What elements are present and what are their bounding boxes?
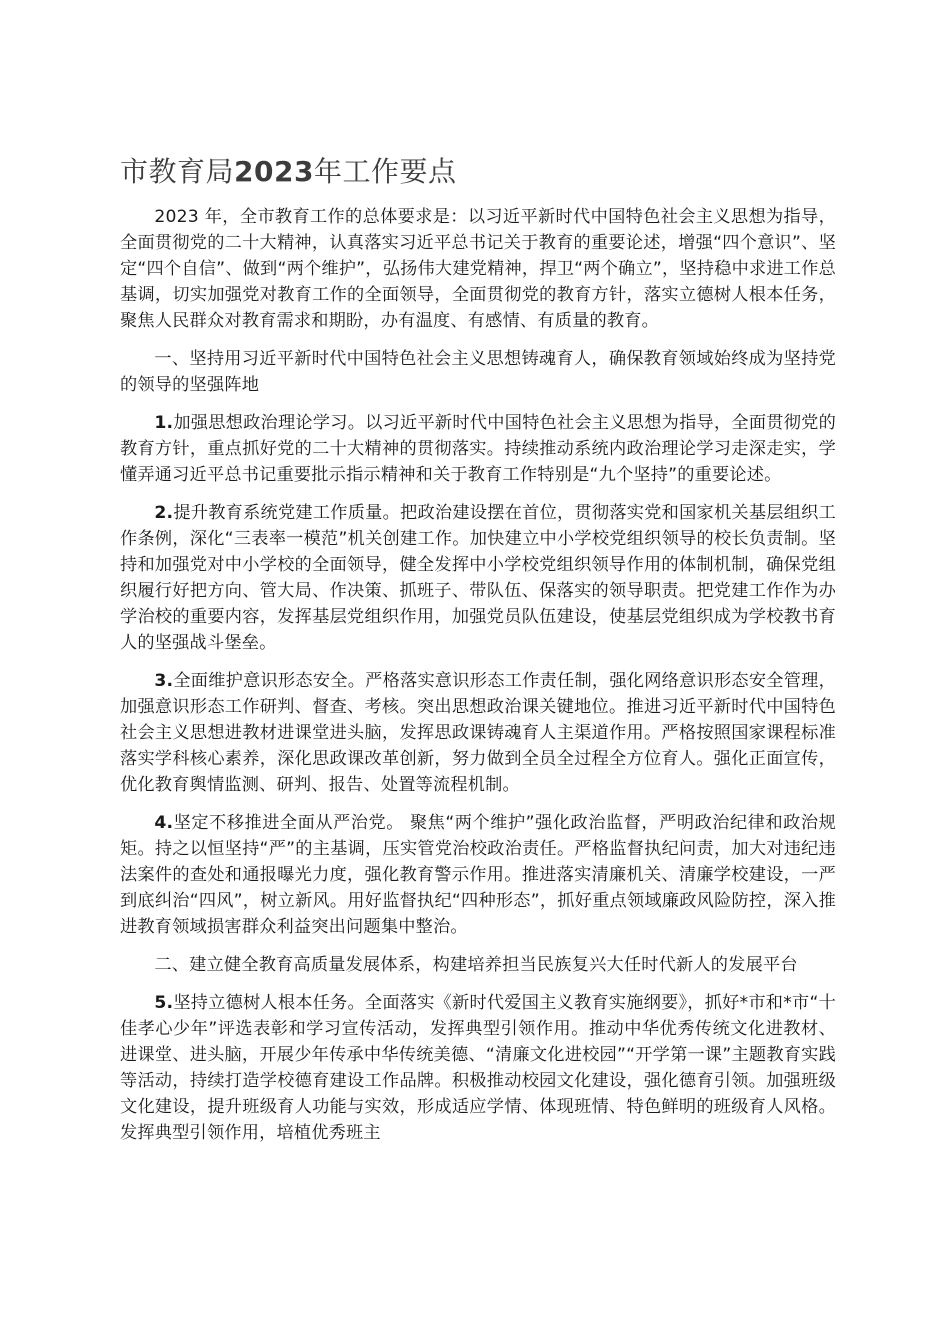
item-1-number: 1. [154,413,174,433]
item-4-paragraph [120,810,836,940]
item-4-text: 坚定不移推进全面从严治党。 聚焦“两个维护”强化政治监督，严明政治纪律和政治规矩。持之以恒坚持“严”的主基调，压实管党治校政治责任。严格监督执纪问责，加大对违纪违法案件的查处和通报曝光力度，强化教育警示作用。推进落实清廉机关、清廉学校建设，一严到底纠治“四风”，树立新风。用好监督执纪“四种形态”，抓好重点领域廉政风险防控，深入推进教育领域损害群众利益突出问题集中整治。 [120,813,836,937]
document-title [120,152,836,192]
title-year: 2023 [234,155,314,188]
item-1-text: 加强思想政治理论学习。以习近平新时代中国特色社会主义思想为指导，全面贯彻党的教育方针，重点抓好党的二十大精神的贯彻落实。持续推动系统内政治理论学习走深走实，学懂弄通习近平总书记重要批示指示精神和关于教育工作特别是“九个坚持”的重要论述。 [120,413,836,485]
item-2-paragraph [120,500,836,656]
item-4-number: 4. [154,813,174,833]
item-3-text: 全面维护意识形态安全。严格落实意识形态工作责任制，强化网络意识形态安全管理，加强意识形态工作研判、督查、考核。突出思想政治课关键地位。推进习近平新时代中国特色社会主义思想进教材进课堂进头脑，发挥思政课铸魂育人主渠道作用。严格按照国家课程标准落实学科核心素养，深化思政课改革创新，努力做到全员全过程全方位育人。强化正面宣传，优化教育舆情监测、研判、报告、处置等流程机制。 [120,671,836,795]
item-3-paragraph [120,668,836,798]
intro-paragraph: 2023 年，全市教育工作的总体要求是：以习近平新时代中国特色社会主义思想为指导，全面贯彻党的二十大精神，认真落实习近平总书记关于教育的重要论述，增强“四个意识”、坚定“四个自信”、做到“两个维护”，弘扬伟大建党精神，捍卫“两个确立”，坚持稳中求进工作总基调，切实加强党对教育工作的全面领导，全面贯彻党的教育方针，落实立德树人根本任务，聚焦人民群众对教育需求和期盼，办有温度、有感情、有质量的教育。 [120,207,836,331]
item-5-text: 坚持立德树人根本任务。全面落实《新时代爱国主义教育实施纲要》，抓好*市和*市“十佳孝心少年”评选表彰和学习宣传活动，发挥典型引领作用。推动中华优秀传统文化进教材、进课堂、进头脑，开展少年传承中华传统美德、“清廉文化进校园”“开学第一课”主题教育实践等活动，持续打造学校德育建设工作品牌。积极推动校园文化建设，强化德育引领。加强班级文化建设，提升班级育人功能与实效，形成适应学情、体现班情、特色鲜明的班级育人风格。发挥典型引领作用，培植优秀班主 [120,993,836,1143]
item-2-number: 2. [154,503,174,523]
item-1-paragraph [120,410,836,488]
section-2-heading: 二、建立健全教育高质量发展体系，构建培养担当民族复兴大任时代新人的发展平台 [154,955,798,975]
title-prefix: 市教育局 [120,155,235,188]
item-3-number: 3. [154,671,174,691]
document-page [120,152,836,1158]
item-5-number: 5. [154,993,174,1013]
item-5-paragraph [120,990,836,1146]
item-2-text: 提升教育系统党建工作质量。把政治建设摆在首位，贯彻落实党和国家机关基层组织工作条例，深化“三表率一模范”机关创建工作。加快建立中小学校党组织领导的校长负责制。坚持和加强党对中小学校的全面领导，健全发挥中小学校党组织领导作用的体制机制，确保党组织履行好把方向、管大局、作决策、抓班子、带队伍、保落实的领导职责。把党建工作作为办学治校的重要内容，发挥基层党组织作用，加强党员队伍建设，使基层党组织成为学校教书育人的坚强战斗堡垒。 [120,503,836,653]
title-suffix: 年工作要点 [313,155,457,188]
section-1-heading: 一、坚持用习近平新时代中国特色社会主义思想铸魂育人，确保教育领域始终成为坚持党的领导的坚强阵地 [120,349,836,395]
